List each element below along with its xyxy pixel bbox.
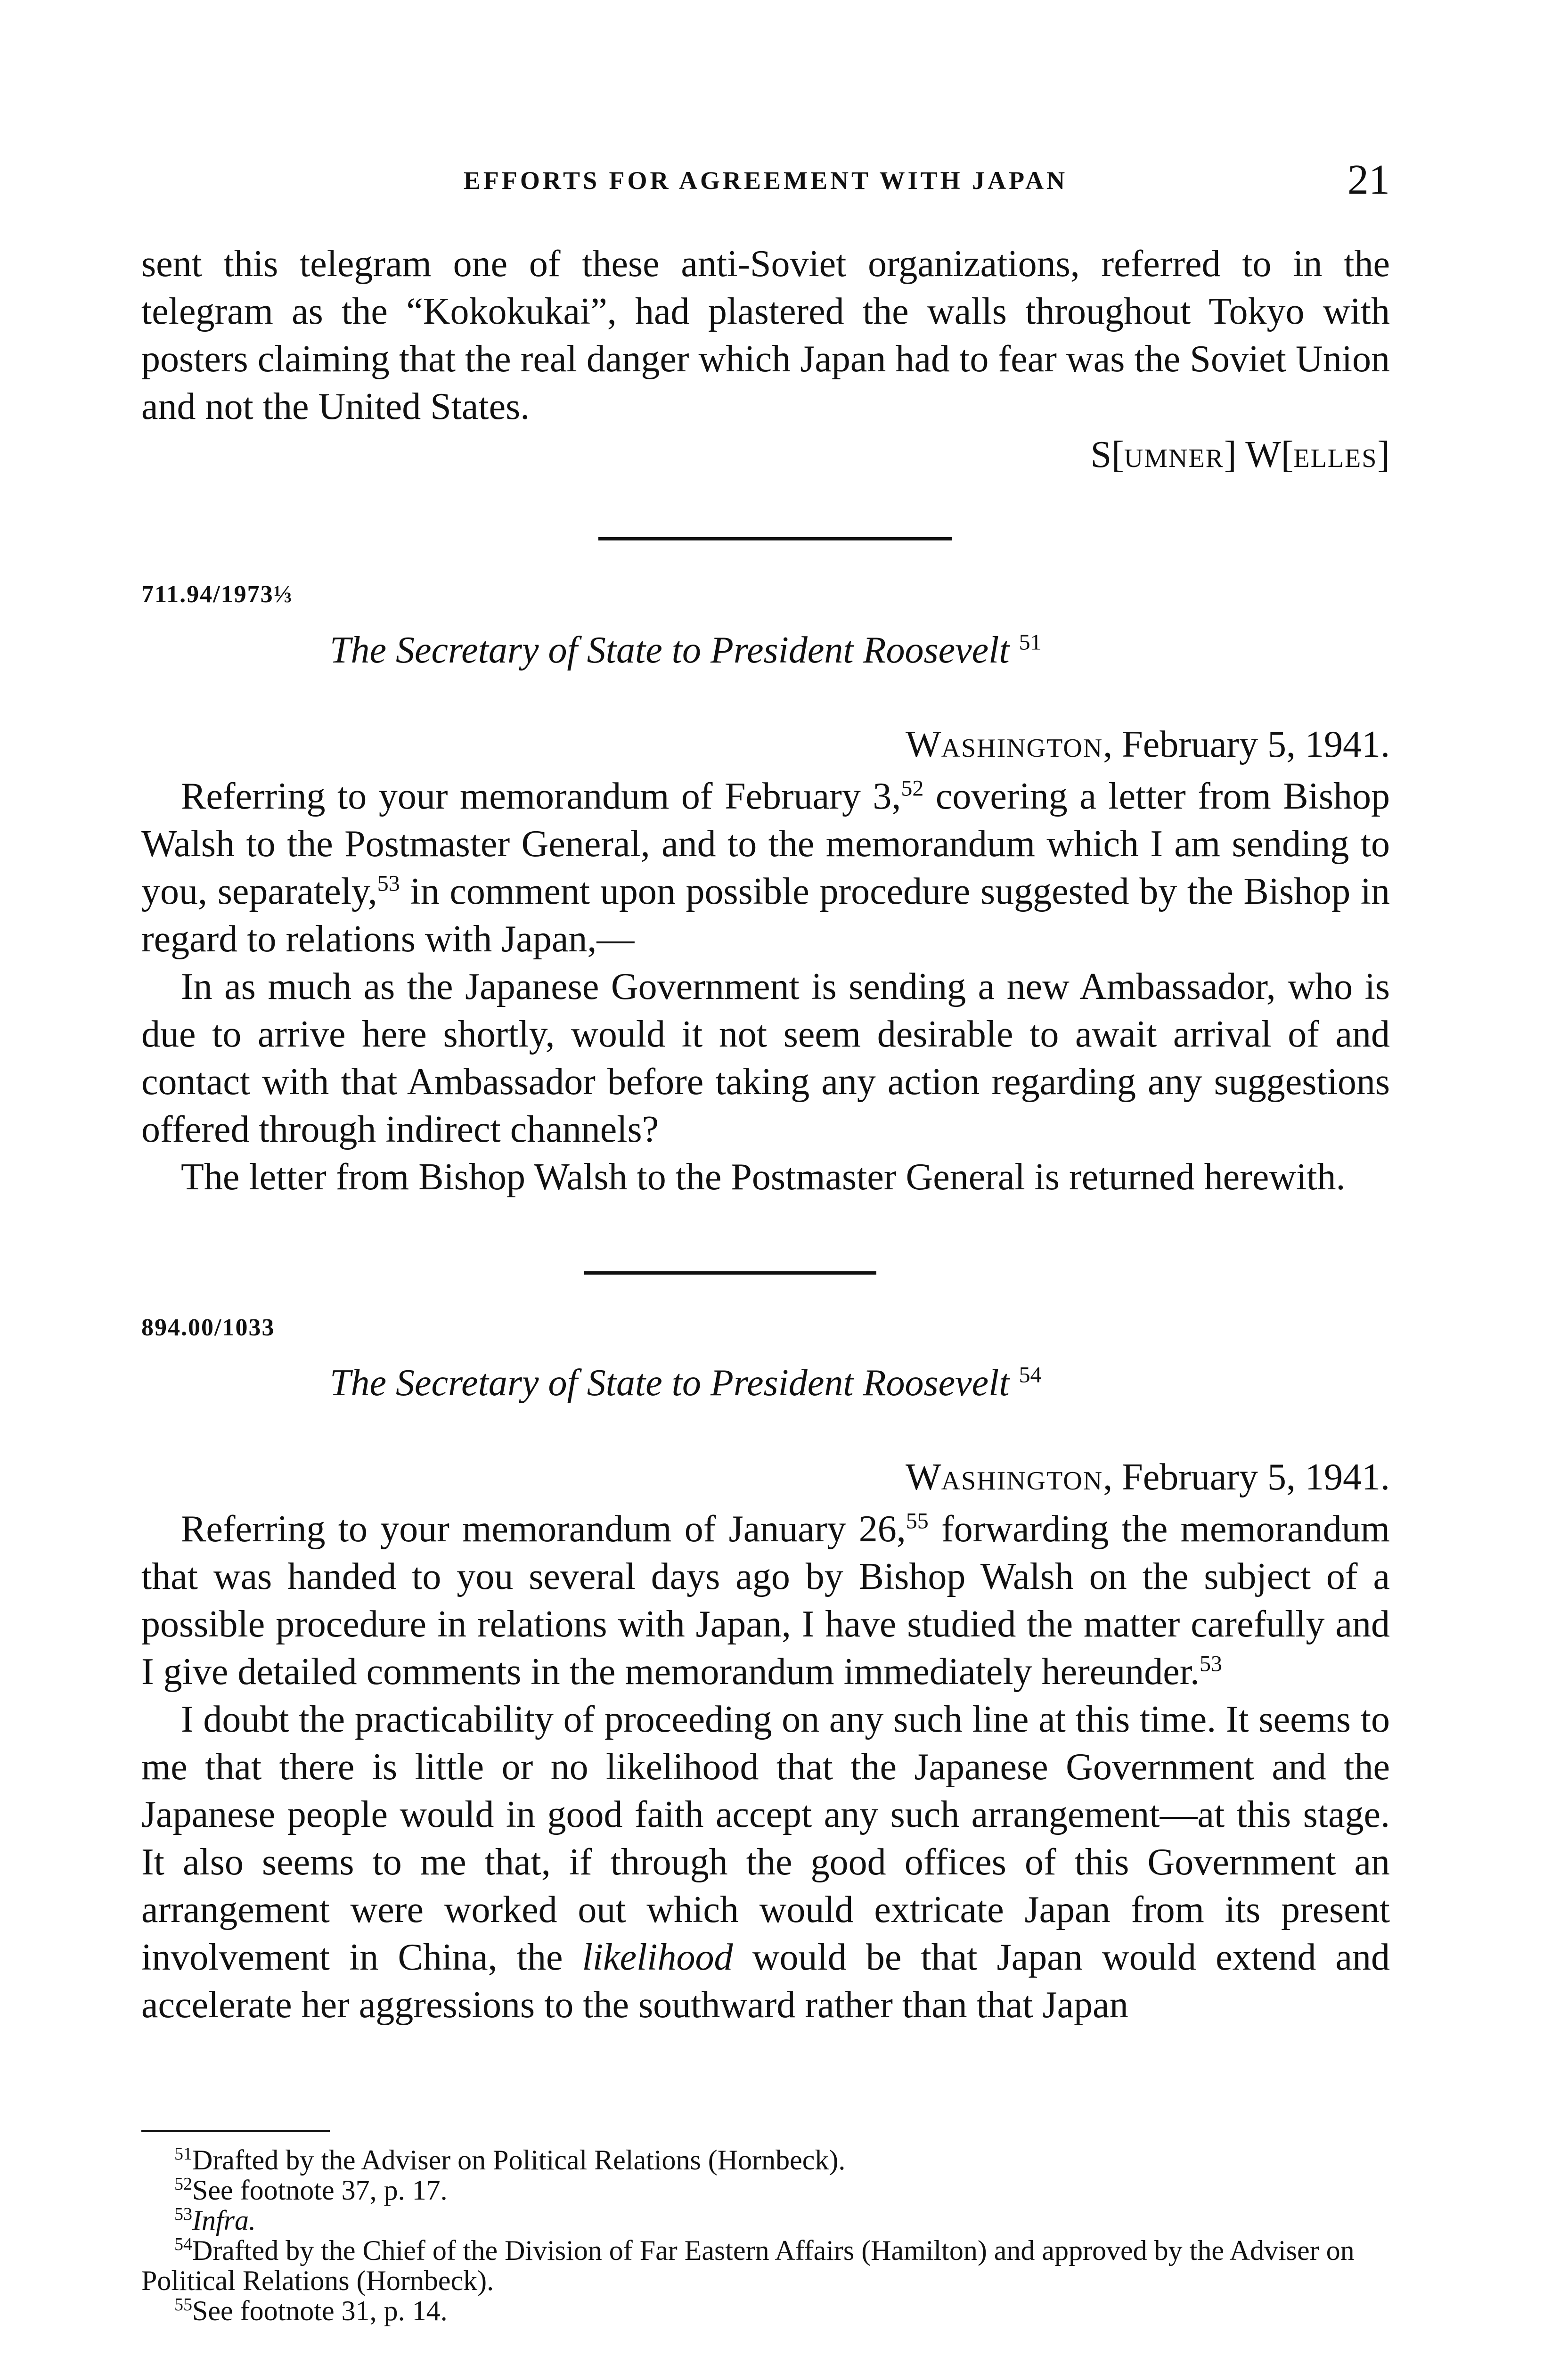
footnote-marker: 52: [174, 2174, 192, 2194]
footnote-rule: [141, 2130, 330, 2132]
footnote-marker: 53: [174, 2204, 192, 2224]
footnote-marker: 55: [174, 2295, 192, 2315]
footnote-reference: 55: [906, 1508, 929, 1534]
dateline-date: , February 5, 1941.: [1103, 1456, 1390, 1498]
dateline-place: ASHINGTON: [941, 734, 1103, 763]
footnote: [141, 2235, 1390, 2296]
section-divider: [598, 537, 952, 540]
italic-word: likelihood: [582, 1937, 733, 1978]
file-number: 711.94/1973⅓: [141, 581, 293, 608]
footnote-reference: 52: [901, 776, 924, 801]
dateline: [906, 1456, 1390, 1499]
body-paragraph: [141, 1696, 1390, 2029]
footnote-reference: 54: [1019, 1362, 1042, 1388]
document-heading: [330, 629, 1413, 672]
dateline-date: , February 5, 1941.: [1103, 724, 1390, 765]
body-paragraph: [141, 1505, 1390, 1696]
footnote-marker: 54: [174, 2234, 192, 2254]
continuation-text: [141, 240, 1390, 431]
body-paragraph: In as much as the Japanese Government is sending a new Ambassador, who is due to arrive here shortly, would it not seem desirable to await arrival of and contact with that Ambassador before taking any action regarding any suggestions offered through indirect channels?: [141, 966, 1390, 1150]
heading-text: The Secretary of State to President Roosevelt: [330, 1362, 1010, 1404]
continuation-paragraph: sent this telegram one of these anti-Soviet organizations, referred to in the telegram as the “Kokokukai”, had plastered the walls throughout Tokyo with posters claiming that the real danger which Japan had to fear was the Soviet Union and not the United States.: [141, 243, 1390, 427]
body-paragraph: The letter from Bishop Walsh to the Postmaster General is returned herewith.: [181, 1156, 1346, 1198]
footnote-reference: 53: [1199, 1651, 1222, 1677]
paragraph-text: I doubt the practicability of proceeding on any such line at this time. It seems to me that there is little or no likelihood that the Japanese Government and the Japanese people would in good faith accept any such arrangement—at this stage. It also seems to me that, if through the good offices of this Government an arrangement were worked out which would extricate Japan from its present involvement in China, the: [141, 1699, 1390, 1978]
letter-body: [141, 773, 1390, 1201]
signature-w-rest: ELLES: [1293, 444, 1378, 473]
footnote-reference: 51: [1019, 630, 1042, 655]
footnote: [141, 2296, 1390, 2326]
paragraph-text: in comment upon possible procedure suggested by the Bishop in regard to relations with Japan,—: [141, 871, 1390, 960]
footnote-marker: 51: [174, 2144, 192, 2164]
running-header: [141, 155, 1390, 212]
paragraph-text: would be that Japan would extend and accelerate her aggressions to the southward rather than that Japan: [141, 1937, 1390, 2026]
dateline-initial: W: [906, 724, 941, 765]
signature-w: ] W[: [1224, 434, 1294, 475]
footnote-text: Drafted by the Chief of the Division of Far Eastern Affairs (Hamilton) and approved by the Adviser on Political Relations (Hornbeck).: [141, 2235, 1355, 2296]
footnote-text: Drafted by the Adviser on Political Relations (Hornbeck).: [192, 2144, 846, 2176]
footnotes: [141, 2145, 1390, 2326]
heading-text: The Secretary of State to President Roosevelt: [330, 630, 1010, 671]
signature-s: S[: [1090, 434, 1124, 475]
footnote-text: Infra.: [192, 2205, 256, 2236]
footnote-reference: 53: [377, 871, 400, 896]
footnote: [141, 2205, 1390, 2235]
signature-s-rest: UMNER: [1124, 444, 1225, 473]
footnote: [141, 2175, 1390, 2205]
dateline: [906, 723, 1390, 766]
signature-end: ]: [1377, 434, 1390, 475]
letter-body: [141, 1505, 1390, 2029]
document-heading: [330, 1362, 1413, 1405]
page-number: 21: [1348, 156, 1390, 203]
section-divider: [584, 1271, 876, 1275]
file-number: 894.00/1033: [141, 1314, 275, 1341]
footnote-text: See footnote 31, p. 14.: [192, 2295, 448, 2326]
signature: [1091, 434, 1390, 476]
footnote: [141, 2145, 1390, 2175]
paragraph-text: Referring to your memorandum of January 26,: [181, 1508, 906, 1550]
paragraph-text: Referring to your memorandum of February 3,: [181, 776, 901, 817]
dateline-place: ASHINGTON: [941, 1466, 1103, 1496]
footnote-text: See footnote 37, p. 17.: [192, 2175, 448, 2206]
dateline-initial: W: [906, 1456, 941, 1498]
body-paragraph: [141, 773, 1390, 963]
paragraph-text: covering a letter from Bishop Walsh to the Postmaster General, and to the memorandum which I am sending to you, separately,: [141, 776, 1390, 912]
paragraph-text: forwarding the memorandum that was handed to you several days ago by Bishop Walsh on the subject of a possible procedure in relations with Japan, I have studied the matter carefully and I give detailed comments in the memorandum immediately hereunder.: [141, 1508, 1390, 1693]
running-title: EFFORTS FOR AGREEMENT WITH JAPAN: [463, 166, 1068, 195]
